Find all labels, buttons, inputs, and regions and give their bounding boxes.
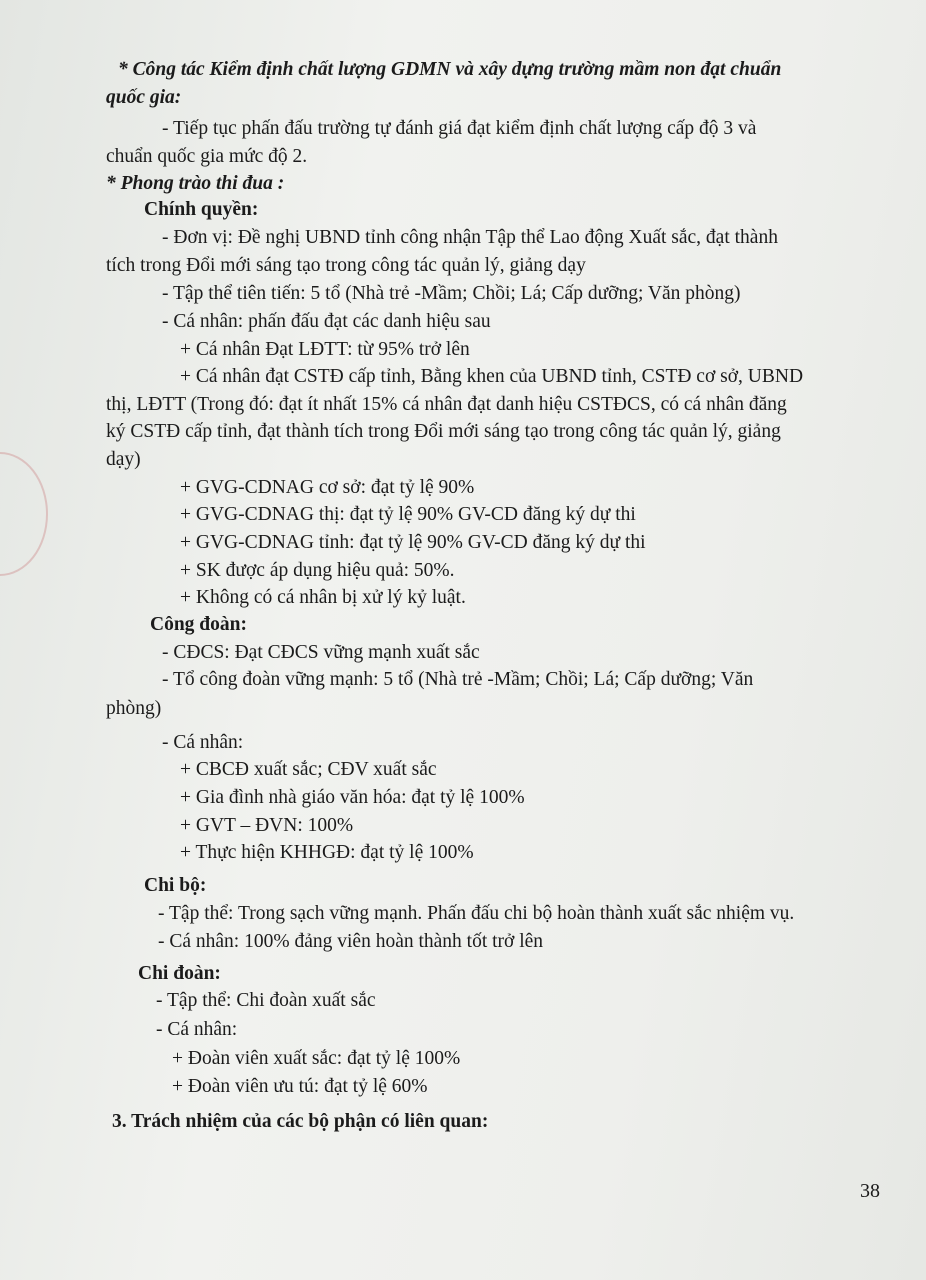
text-line: + Cá nhân Đạt LĐTT: từ 95% trở lên — [180, 339, 470, 360]
text-line: - Đơn vị: Đề nghị UBND tỉnh công nhận Tập thể Lao động Xuất sắc, đạt thành — [162, 227, 778, 248]
text-line: + GVG-CDNAG cơ sở: đạt tỷ lệ 90% — [180, 477, 475, 498]
text-line: - Cá nhân: — [156, 1019, 238, 1040]
text-line: thị, LĐTT (Trong đó: đạt ít nhất 15% cá nhân đạt danh hiệu CSTĐCS, có cá nhân đăng — [106, 394, 787, 415]
heading-cong-doan: Công đoàn: — [150, 614, 247, 635]
page-number: 38 — [860, 1180, 880, 1202]
text-line: - Tiếp tục phấn đấu trường tự đánh giá đạt kiểm định chất lượng cấp độ 3 và — [162, 118, 757, 139]
text-line: - Cá nhân: 100% đảng viên hoàn thành tốt trở lên — [158, 931, 544, 952]
text-line: + Đoàn viên xuất sắc: đạt tỷ lệ 100% — [172, 1048, 461, 1069]
text-line: + GVT – ĐVN: 100% — [180, 815, 354, 836]
text-line: - Tập thể: Trong sạch vững mạnh. Phấn đấu chi bộ hoàn thành xuất sắc nhiệm vụ. — [158, 903, 795, 924]
red-stamp-fragment — [0, 452, 48, 576]
heading-phong-trao: * Phong trào thi đua : — [106, 173, 285, 194]
text-line: phòng) — [106, 698, 162, 719]
text-line: + Không có cá nhân bị xử lý kỷ luật. — [180, 587, 466, 608]
text-line: ký CSTĐ cấp tỉnh, đạt thành tích trong Đổi mới sáng tạo trong công tác quản lý, giảng — [106, 421, 781, 442]
text-line: - CĐCS: Đạt CĐCS vững mạnh xuất sắc — [162, 642, 480, 663]
heading-chi-doan: Chi đoàn: — [138, 963, 221, 984]
text-line: - Tập thể: Chi đoàn xuất sắc — [156, 990, 376, 1011]
text-line: + Thực hiện KHHGĐ: đạt tỷ lệ 100% — [180, 842, 474, 863]
text-line: - Cá nhân: phấn đấu đạt các danh hiệu sau — [162, 311, 491, 332]
text-line: - Tập thể tiên tiến: 5 tổ (Nhà trẻ -Mầm; Chồi; Lá; Cấp dưỡng; Văn phòng) — [162, 283, 741, 304]
text-line: - Tổ công đoàn vững mạnh: 5 tổ (Nhà trẻ -Mầm; Chồi; Lá; Cấp dưỡng; Văn — [162, 669, 754, 690]
heading-chinh-quyen: Chính quyền: — [144, 199, 259, 220]
section-heading-3: 3. Trách nhiệm của các bộ phận có liên quan: — [112, 1111, 489, 1132]
text-line: tích trong Đổi mới sáng tạo trong công tác quản lý, giảng dạy — [106, 255, 586, 276]
text-line: + GVG-CDNAG tỉnh: đạt tỷ lệ 90% GV-CD đăng ký dự thi — [180, 532, 646, 553]
text-line: chuẩn quốc gia mức độ 2. — [106, 146, 308, 167]
heading-kiem-dinh: * Công tác Kiểm định chất lượng GDMN và xây dựng trường mầm non đạt chuẩn — [118, 59, 782, 80]
heading-chi-bo: Chi bộ: — [144, 875, 207, 896]
text-line: + Cá nhân đạt CSTĐ cấp tỉnh, Bằng khen của UBND tỉnh, CSTĐ cơ sở, UBND — [180, 366, 804, 387]
text-line: dạy) — [106, 449, 141, 470]
text-line: + CBCĐ xuất sắc; CĐV xuất sắc — [180, 759, 437, 780]
text-line: - Cá nhân: — [162, 732, 244, 753]
text-line: + GVG-CDNAG thị: đạt tỷ lệ 90% GV-CD đăng ký dự thi — [180, 504, 636, 525]
text-line: + Gia đình nhà giáo văn hóa: đạt tỷ lệ 100% — [180, 787, 525, 808]
heading-kiem-dinh-cont: quốc gia: — [106, 87, 182, 108]
text-line: + Đoàn viên ưu tú: đạt tỷ lệ 60% — [172, 1076, 428, 1097]
text-line: + SK được áp dụng hiệu quả: 50%. — [180, 560, 455, 581]
